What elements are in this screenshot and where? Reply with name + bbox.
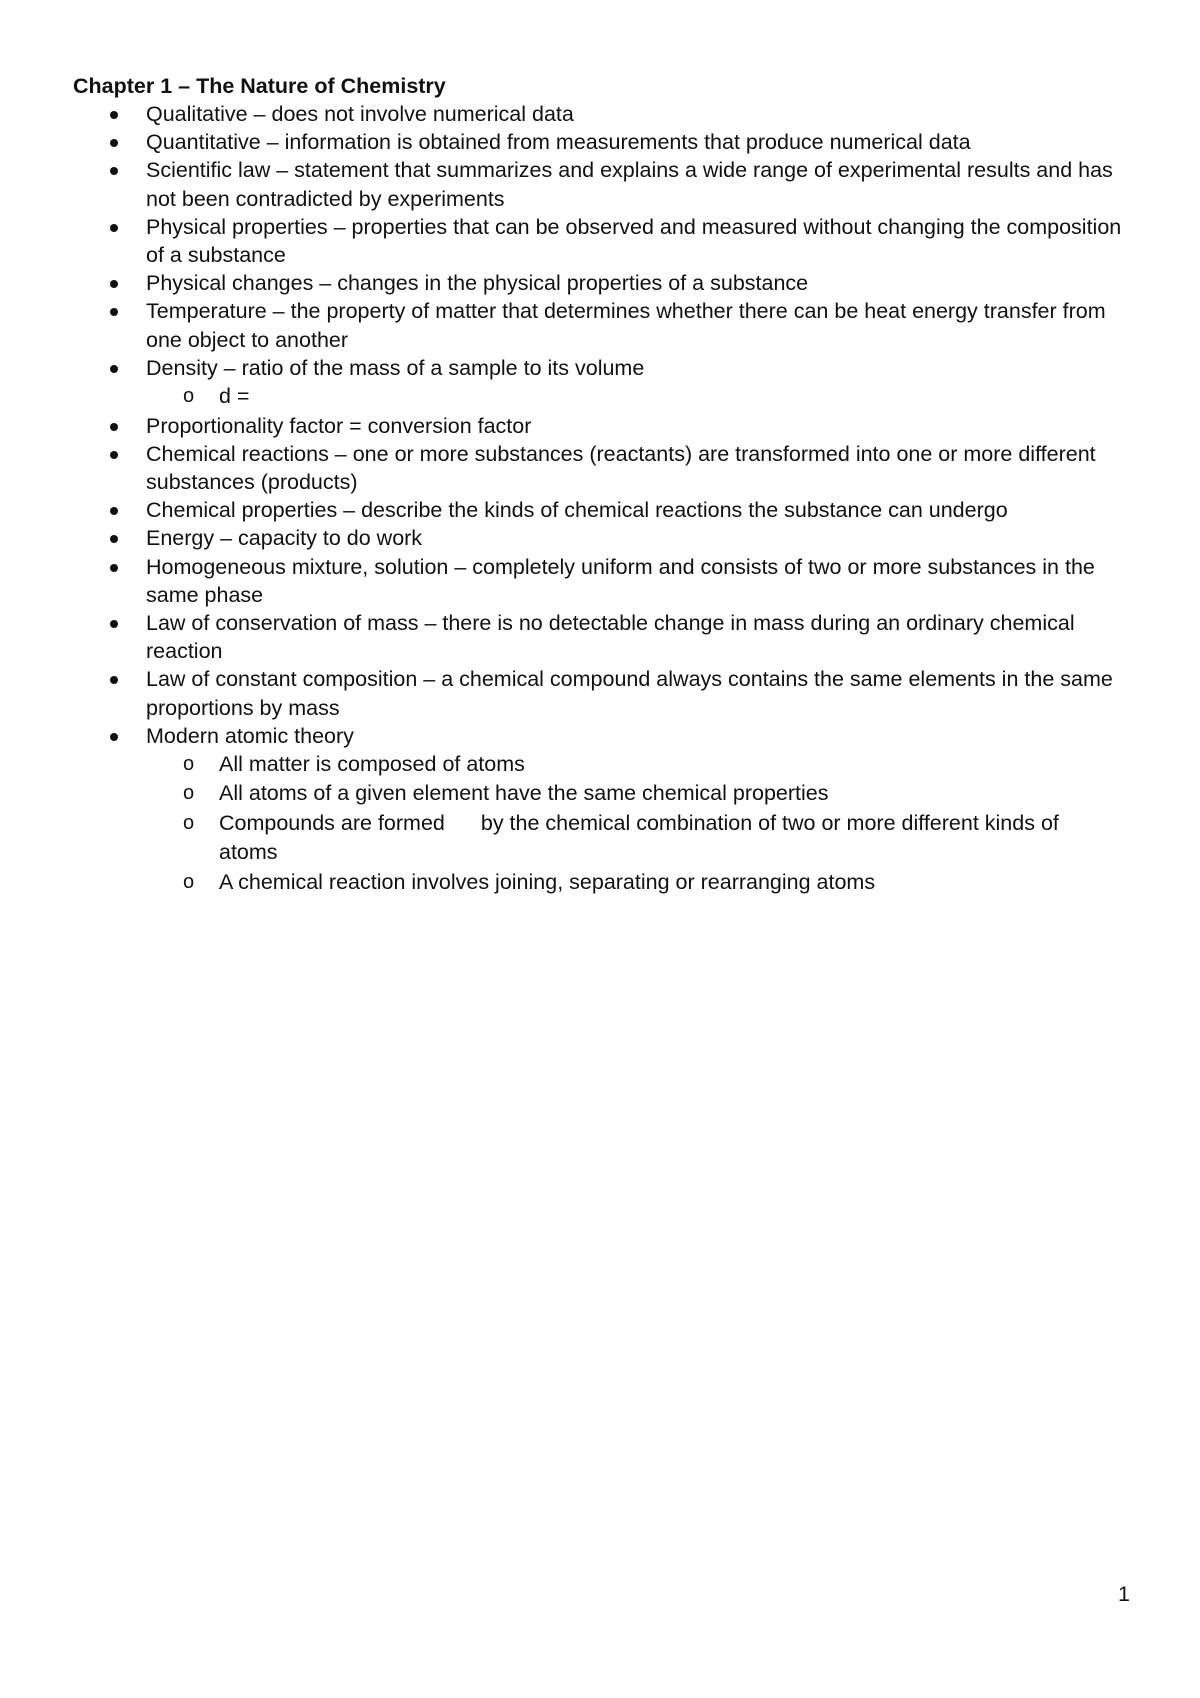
bullet-icon xyxy=(110,224,118,232)
chapter-heading: Chapter 1 – The Nature of Chemistry xyxy=(73,74,446,98)
sub-item-text: d = xyxy=(219,384,250,409)
sub-bullet-icon: o xyxy=(183,782,195,805)
item-text: Density – ratio of the mass of a sample to its volume xyxy=(146,355,645,380)
bullet-icon xyxy=(110,535,118,543)
bullet-icon xyxy=(110,111,118,119)
sub-item-text: A chemical reaction involves joining, separating or rearranging atoms xyxy=(219,869,876,894)
list-item xyxy=(0,269,1136,297)
bullet-icon xyxy=(110,507,118,515)
list-item xyxy=(0,609,1136,665)
sub-item-text: All atoms of a given element have the same chemical properties xyxy=(219,781,829,806)
sub-item-text: Compounds are formed xyxy=(219,810,445,835)
bullet-icon xyxy=(110,620,118,628)
sub-list-item xyxy=(0,382,1080,412)
list-item xyxy=(0,100,1136,128)
item-text: Temperature – the property of matter that determines whether there can be heat energy transfer from one object to another xyxy=(146,299,1106,352)
definition-list xyxy=(0,100,1200,897)
bullet-icon xyxy=(110,676,118,684)
sub-item-continuation: by the chemical combination of two or more different kinds of atoms xyxy=(219,810,1059,865)
sub-bullet-icon: o xyxy=(183,752,195,775)
sub-list-item xyxy=(0,750,1080,780)
sub-bullet-icon: o xyxy=(183,870,195,893)
bullet-icon xyxy=(110,139,118,147)
sub-bullet-icon: o xyxy=(183,385,195,408)
item-text: Quantitative – information is obtained from measurements that produce numerical data xyxy=(146,130,971,155)
item-text: Proportionality factor = conversion factor xyxy=(146,413,532,438)
list-item xyxy=(0,156,1136,212)
item-text: Law of conservation of mass – there is no detectable change in mass during an ordinary chemical reaction xyxy=(146,610,1075,664)
item-text: Chemical properties – describe the kinds of chemical reactions the substance can undergo xyxy=(146,498,1008,523)
list-item xyxy=(0,128,1136,156)
bullet-icon xyxy=(110,423,118,431)
bullet-icon xyxy=(110,451,118,459)
sub-list-item xyxy=(0,809,1080,868)
sub-item-text: All matter is composed of atoms xyxy=(219,751,525,776)
list-item xyxy=(0,297,1136,353)
bullet-icon xyxy=(110,308,118,316)
list-item xyxy=(0,524,1136,552)
item-text: Homogeneous mixture, solution – completely uniform and consists of two or more substances in the same phase xyxy=(146,554,1095,607)
list-item xyxy=(0,213,1136,269)
bullet-icon xyxy=(110,365,118,373)
bullet-icon xyxy=(110,733,118,741)
bullet-icon xyxy=(110,564,118,572)
item-text: Modern atomic theory xyxy=(146,723,354,748)
sub-list xyxy=(146,750,1136,898)
list-item xyxy=(0,722,1136,898)
bullet-icon xyxy=(110,167,118,175)
sub-list xyxy=(146,382,1136,412)
sub-list-item xyxy=(0,779,1080,809)
list-item xyxy=(0,665,1136,721)
sub-bullet-icon: o xyxy=(183,811,195,834)
item-text: Law of constant composition – a chemical compound always contains the same elements in the same proportions by mass xyxy=(146,667,1113,720)
list-item xyxy=(0,354,1136,412)
list-item xyxy=(0,553,1136,609)
item-text: Physical changes – changes in the physical properties of a substance xyxy=(146,271,809,296)
item-text: Scientific law – statement that summarizes and explains a wide range of experimental results and has not been contradicted by experiments xyxy=(146,158,1113,211)
page-number: 1 xyxy=(1118,1582,1130,1606)
item-text: Qualitative – does not involve numerical data xyxy=(146,102,574,126)
list-item xyxy=(0,440,1136,496)
item-text: Chemical reactions – one or more substances (reactants) are transformed into one or more different substances (products) xyxy=(146,441,1096,494)
list-item xyxy=(0,412,1136,440)
bullet-icon xyxy=(110,280,118,288)
sub-list-item xyxy=(0,868,1080,898)
item-text: Energy – capacity to do work xyxy=(146,526,423,551)
item-text: Physical properties – properties that can be observed and measured without changing the composition of a substance xyxy=(146,214,1122,268)
list-item xyxy=(0,496,1136,524)
